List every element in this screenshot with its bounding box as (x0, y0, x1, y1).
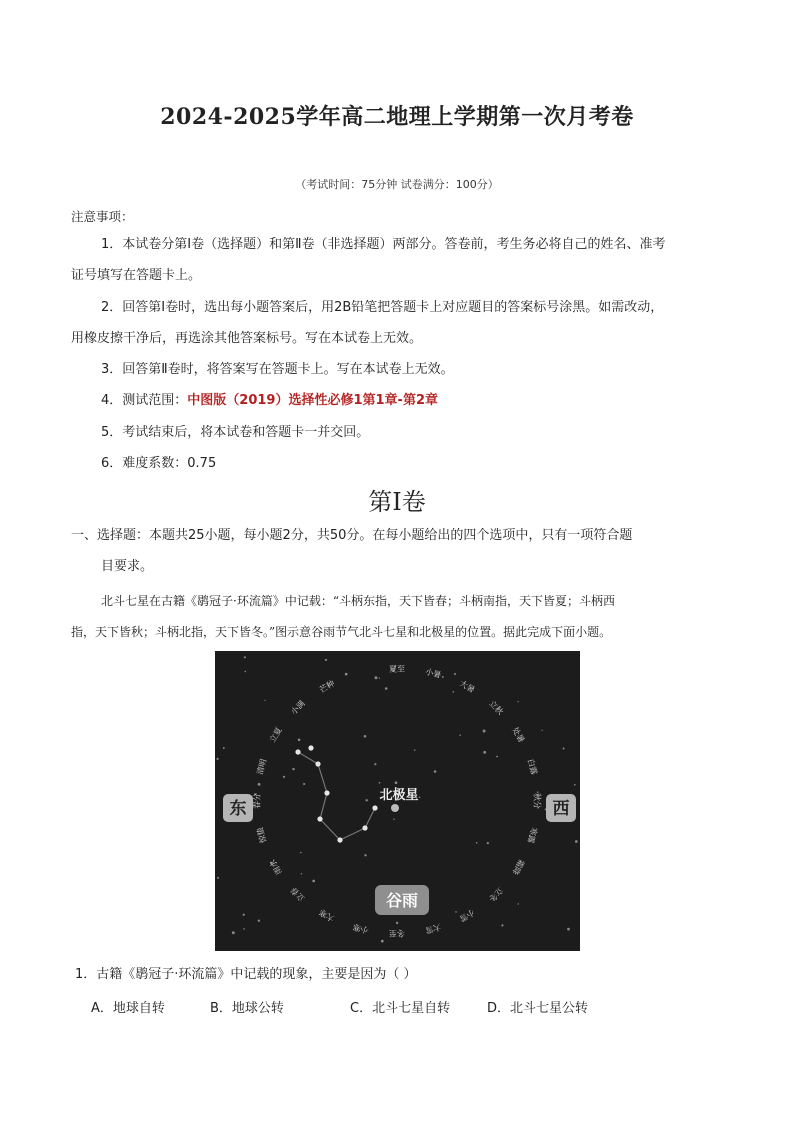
current-term-label: 谷雨 (385, 891, 419, 910)
note-3: 3．回答第Ⅱ卷时，将答案写在答题卡上。写在本试卷上无效。 (101, 362, 454, 377)
note-4 (101, 391, 721, 411)
background-star (434, 770, 437, 773)
polaris-label: 北极星 (379, 788, 419, 803)
solar-term-label: 大寒 (317, 907, 337, 924)
dipper-star (362, 825, 367, 830)
page-title: 2024-2025学年高二地理上学期第一次月考卷 (160, 104, 634, 130)
star-map-figure (215, 651, 580, 951)
background-star (396, 922, 398, 924)
background-star (574, 784, 576, 786)
note-5: 5．考试结束后，将本试卷和答题卡一并交回。 (101, 425, 370, 440)
exam-meta: （考试时间：75分钟 试卷满分：100分） (295, 178, 499, 191)
background-star (567, 928, 570, 931)
solar-term-label: 大雪 (424, 922, 443, 935)
part-one-line-a: 一、选择题：本题共25小题，每小题2分，共50分。在每小题给出的四个选项中，只有一项符合题 (71, 528, 633, 543)
background-star (419, 796, 421, 798)
background-star (455, 911, 457, 913)
note-2-line-b: 用橡皮擦干净后，再选涂其他答案标号。写在本试卷上无效。 (71, 331, 423, 346)
background-star (476, 842, 478, 844)
note-1-line-a: 1．本试卷分第Ⅰ卷（选择题）和第Ⅱ卷（非选择题）两部分。答卷前，考生务必将自己的姓名、准考 (101, 237, 666, 252)
background-star (483, 751, 486, 754)
background-star (245, 671, 247, 673)
solar-term-label: 惊蛰 (255, 826, 269, 845)
background-star (385, 687, 388, 690)
background-star (518, 701, 519, 702)
solar-term-label: 霜降 (510, 857, 527, 877)
solar-term-label: 夏至 (389, 664, 405, 674)
note-1-line-b: 证号填写在答题卡上。 (71, 268, 202, 283)
background-star (345, 673, 348, 676)
background-star (264, 700, 265, 701)
background-star (258, 783, 261, 786)
background-star (541, 730, 542, 731)
solar-term-label: 立夏 (267, 725, 284, 745)
dipper-star (317, 816, 322, 821)
solar-term-label: 大暑 (457, 678, 477, 695)
section-title: 第Ⅰ卷 (368, 488, 426, 516)
star-map-svg (215, 651, 580, 951)
dipper-star (308, 745, 313, 750)
background-star (364, 854, 366, 856)
passage-line-b: 指，天下皆秋；斗柄北指，天下皆冬。”图示意谷雨节气北斗七星和北极星的位置。据此完成下面小题。 (71, 625, 612, 639)
background-star (379, 677, 380, 678)
background-star (243, 914, 245, 916)
note-4-scope: 中图版（2019）选择性必修1第1章-第2章 (187, 393, 438, 408)
dipper-star (315, 761, 320, 766)
background-star (563, 748, 565, 750)
part-one-line-b: 目要求。 (101, 559, 154, 574)
background-star (223, 747, 225, 749)
background-star (395, 781, 398, 784)
background-star (325, 659, 327, 661)
background-star (258, 920, 260, 922)
background-star (303, 783, 305, 785)
background-star (283, 776, 285, 778)
background-star (217, 877, 219, 879)
background-star (393, 819, 394, 820)
dipper-star (372, 805, 377, 810)
solar-term-label: 寒露 (525, 826, 539, 845)
background-star (517, 903, 518, 904)
background-star (414, 749, 415, 750)
background-star (575, 840, 578, 843)
background-star (216, 758, 218, 760)
solar-term-label: 冬至 (389, 928, 405, 938)
background-star (501, 924, 503, 926)
solar-term-label: 秋分 (532, 793, 542, 809)
question-1-option-c[interactable]: C．北斗七星自转 (350, 1001, 451, 1016)
background-star (300, 852, 301, 853)
background-star (375, 676, 378, 679)
solar-term-label: 雨水 (267, 857, 284, 877)
background-star (365, 799, 367, 801)
solar-term-label: 芒种 (317, 678, 337, 695)
background-star (453, 691, 455, 693)
solar-term-label: 立冬 (487, 885, 505, 904)
background-star (312, 880, 315, 883)
solar-term-label: 小寒 (351, 922, 370, 935)
east-label: 东 (229, 799, 247, 819)
background-star (379, 782, 381, 784)
dipper-star (337, 837, 342, 842)
question-1-option-a[interactable]: A．地球自转 (91, 1001, 165, 1016)
note-4-prefix: 4．测试范围： (101, 393, 188, 408)
note-6: 6．难度系数：0.75 (101, 456, 217, 471)
solar-term-label: 小暑 (424, 667, 443, 680)
background-star (364, 735, 367, 738)
background-star (301, 873, 302, 874)
notes-heading: 注意事项： (71, 209, 134, 224)
dipper-star (324, 790, 329, 795)
solar-term-label: 处暑 (510, 725, 527, 745)
background-star (232, 931, 235, 934)
solar-term-label: 立秋 (487, 698, 505, 717)
solar-term-label: 白露 (525, 757, 539, 776)
solar-term-label: 清明 (255, 757, 269, 776)
background-star (454, 673, 456, 675)
background-star (496, 756, 498, 758)
background-star (381, 940, 384, 943)
background-star (292, 768, 294, 770)
background-star (298, 738, 301, 741)
note-2-line-a: 2．回答第Ⅰ卷时，选出每小题答案后，用2B铅笔把答题卡上对应题目的答案标号涂黑。如需改动， (101, 300, 664, 315)
passage-line-a: 北斗七星在古籍《鹖冠子·环流篇》中记载：“斗柄东指，天下皆春；斗柄南指，天下皆夏；斗柄西 (101, 594, 615, 608)
solar-term-label: 春分 (252, 793, 262, 809)
background-star (374, 763, 376, 765)
polaris-star (391, 804, 399, 812)
background-star (483, 730, 486, 733)
background-star (487, 842, 489, 844)
west-label: 西 (552, 799, 570, 819)
background-star (243, 928, 245, 930)
question-1-option-b[interactable]: B．地球公转 (210, 1001, 284, 1016)
background-star (244, 656, 246, 658)
solar-term-label: 小雪 (457, 907, 477, 924)
solar-term-label: 立春 (289, 885, 307, 904)
question-1-stem: 1．古籍《鹖冠子·环流篇》中记载的现象，主要是因为（ ） (75, 967, 417, 982)
background-star (459, 734, 461, 736)
solar-term-label: 小满 (289, 698, 307, 717)
dipper-star (295, 749, 300, 754)
question-1-option-d[interactable]: D．北斗七星公转 (487, 1001, 589, 1016)
background-star (442, 676, 444, 678)
